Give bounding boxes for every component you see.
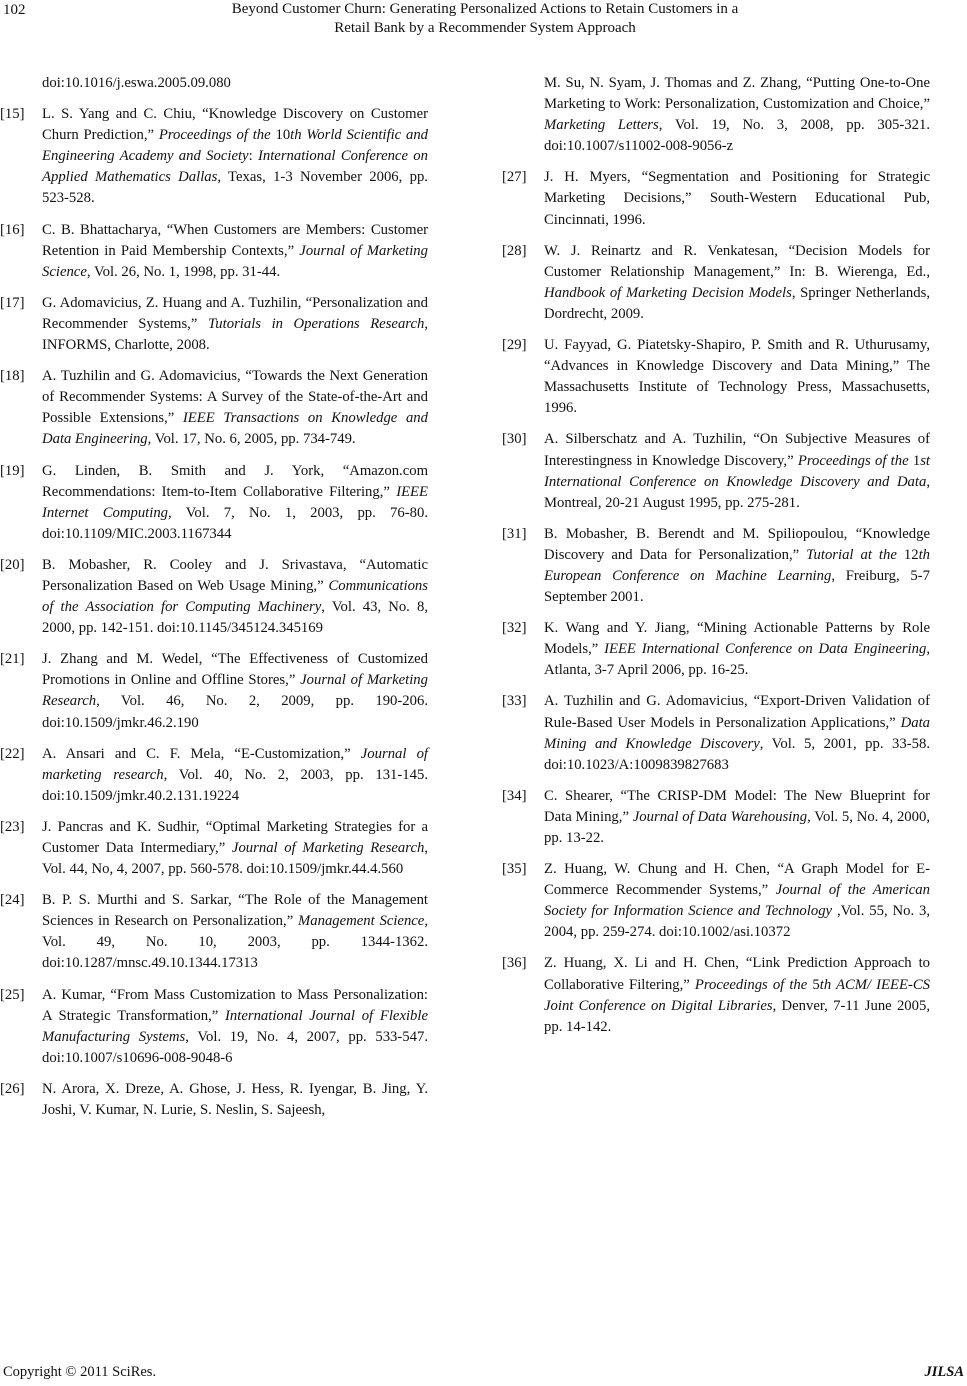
reference-entry (0, 220, 428, 283)
reference-text: A. Tuzhilin and G. Adomavicius, “Export-Driven Validation of Rule-Based User Models in Personalization Applications,” Data Mining and Knowledge Discovery, Vol. 5, 2001, pp. 33-58. doi:10.1023/A:1009839827683 (544, 693, 930, 773)
reference-number: [28] (502, 242, 527, 259)
reference-text: A. Ansari and C. F. Mela, “E-Customization,” Journal of marketing research, Vol. 40, No. 2, 2003, pp. 131-145. doi:10.1509/jmkr.40.2.131.19224 (42, 745, 428, 804)
reference-text: G. Adomavicius, Z. Huang and A. Tuzhilin, “Personalization and Recommender Systems,” Tutorials in Operations Research, INFORMS, Charlotte, 2008. (42, 294, 428, 354)
references-left-column (0, 73, 428, 1131)
reference-number (0, 73, 42, 94)
reference-entry (502, 786, 930, 849)
reference-number: [25] (0, 986, 25, 1003)
reference-text: J. Zhang and M. Wedel, “The Effectiveness of Customized Promotions in Online and Offline Stores,” Journal of Marketing Research, Vol. 46, No. 2, 2009, pp. 190-206. doi:10.1509/jmkr.46.2.190 (42, 651, 428, 731)
reference-number: [15] (0, 106, 25, 123)
reference-text: J. H. Myers, “Segmentation and Positioning for Strategic Marketing Decisions,” South-Western Educational Pub, Cincinnati, 1996. (544, 169, 930, 228)
reference-entry (502, 241, 930, 325)
reference-text: A. Kumar, “From Mass Customization to Mass Personalization: A Strategic Transformation,” International Journal of Flexible Manufacturing Systems, Vol. 19, No. 4, 2007, pp. 533-547. doi:10.1007/s10696-008-9048-6 (42, 986, 428, 1066)
reference-number: [35] (502, 861, 527, 878)
reference-number: [21] (0, 651, 25, 668)
reference-number: [22] (0, 745, 25, 762)
running-header (160, 0, 810, 38)
reference-text: doi:10.1016/j.eswa.2005.09.080 (42, 75, 231, 91)
reference-entry (502, 335, 930, 419)
reference-text: U. Fayyad, G. Piatetsky-Shapiro, P. Smith and R. Uthurusamy, “Advances in Knowledge Discovery and Data Mining,” The Massachusetts Institute of Technology Press, Massachusetts, 1996. (544, 337, 930, 417)
reference-number: [30] (502, 431, 527, 448)
reference-text: A. Tuzhilin and G. Adomavicius, “Towards the Next Generation of Recommender Systems: A Survey of the State-of-the-Art and Possible Extensions,” IEEE Transactions on Knowledge and Data Engineering, Vol. 17, No. 6, 2005, pp. 734-749. (42, 368, 428, 448)
reference-number: [31] (502, 525, 527, 542)
reference-entry (0, 555, 428, 639)
reference-number: [36] (502, 955, 527, 972)
reference-text: C. Shearer, “The CRISP-DM Model: The New Blueprint for Data Mining,” Journal of Data Warehousing, Vol. 5, No. 4, 2000, pp. 13-22. (544, 787, 930, 846)
reference-text: J. Pancras and K. Sudhir, “Optimal Marketing Strategies for a Customer Data Intermediary,” Journal of Marketing Research, Vol. 44, No, 4, 2007, pp. 560-578. doi:10.1509/jmkr.44.4.560 (42, 818, 428, 878)
reference-number: [27] (502, 169, 527, 186)
reference-number (502, 73, 544, 157)
reference-text: Z. Huang, W. Chung and H. Chen, “A Graph Model for E-Commerce Recommender Systems,” Journal of the American Society for Information Science and Technology ,Vol. 55, No. 3, 2004, pp. 259-274. doi:10.1002/asi.10372 (544, 861, 930, 941)
reference-text: B. Mobasher, R. Cooley and J. Srivastava, “Automatic Personalization Based on Web Usage Mining,” Communications of the Association for Computing Machinery, Vol. 43, No. 8, 2000, pp. 142-151. doi:10.1145/345124.345169 (42, 556, 428, 637)
reference-entry (502, 524, 930, 608)
reference-text: W. J. Reinartz and R. Venkatesan, “Decision Models for Customer Relationship Management,” In: B. Wierenga, Ed., Handbook of Marketing Decision Models, Springer Netherlands, Dordrecht, 2009. (544, 242, 931, 322)
reference-text: L. S. Yang and C. Chiu, “Knowledge Discovery on Customer Churn Prediction,” Proceedings of the 10th World Scientific and Engineering Academy and Society: International Conference on Applied Mathematics Dallas, Texas, 1-3 November 2006, pp. 523-528. (42, 106, 429, 207)
reference-text: A. Silberschatz and A. Tuzhilin, “On Subjective Measures of Interestingness in Knowledge Discovery,” Proceedings of the 1st International Conference on Knowledge Discovery and Data, Montreal, 20-21 August 1995, pp. 275-281. (544, 431, 931, 511)
reference-entry (502, 167, 930, 230)
reference-text: K. Wang and Y. Jiang, “Mining Actionable Patterns by Role Models,” IEEE International Conference on Data Engineering, Atlanta, 3-7 April 2006, pp. 16-25. (544, 620, 930, 679)
reference-number: [23] (0, 818, 25, 835)
reference-entry (0, 73, 428, 94)
reference-entry (0, 1079, 428, 1121)
journal-abbreviation: JILSA (924, 1364, 964, 1380)
reference-number: [16] (0, 221, 25, 238)
reference-number: [24] (0, 892, 25, 909)
reference-number: [18] (0, 368, 25, 385)
reference-text: C. B. Bhattacharya, “When Customers are Members: Customer Retention in Paid Membership Contexts,” Journal of Marketing Science, Vol. 26, No. 1, 1998, pp. 31-44. (42, 221, 428, 280)
reference-text: N. Arora, X. Dreze, A. Ghose, J. Hess, R. Iyengar, B. Jing, Y. Joshi, V. Kumar, N. Lurie, S. Neslin, S. Sajeesh, (42, 1080, 428, 1119)
reference-number: [19] (0, 462, 25, 479)
reference-entry (0, 985, 428, 1069)
reference-entry (0, 649, 428, 733)
reference-text: B. Mobasher, B. Berendt and M. Spiliopoulou, “Knowledge Discovery and Data for Personalization,” Tutorial at the 12th European Conference on Machine Learning, Freiburg, 5-7 September 2001. (544, 525, 930, 606)
reference-text: B. P. S. Murthi and S. Sarkar, “The Role of the Management Sciences in Research on Personalization,” Management Science, Vol. 49, No. 10, 2003, pp. 1344-1362. doi:10.1287/mnsc.49.10.1344.17313 (42, 892, 428, 972)
running-header-line-1: Beyond Customer Churn: Generating Personalized Actions to Retain Customers in a (231, 1, 739, 17)
reference-entry (502, 859, 930, 943)
reference-number: [34] (502, 787, 527, 804)
reference-entry (0, 461, 428, 545)
reference-number: [17] (0, 294, 25, 311)
reference-entry (0, 104, 428, 209)
reference-entry (502, 429, 930, 513)
reference-entry (0, 744, 428, 807)
reference-number: [20] (0, 556, 25, 573)
reference-number: [29] (502, 337, 527, 354)
reference-number: [26] (0, 1080, 25, 1097)
reference-entry (502, 953, 930, 1037)
references-right-column (502, 73, 930, 1048)
reference-entry (0, 890, 428, 974)
reference-entry (0, 293, 428, 356)
reference-number: [32] (502, 620, 527, 637)
reference-text: M. Su, N. Syam, J. Thomas and Z. Zhang, “Putting One-to-One Marketing to Work: Personalization, Customization and Choice,” Marketing Letters, Vol. 19, No. 3, 2008, pp. 305-321. doi:10.1007/s11002-008-9056-z (544, 75, 930, 155)
reference-entry (0, 366, 428, 450)
copyright-notice: Copyright © 2011 SciRes. (3, 1364, 157, 1380)
reference-entry (502, 73, 930, 157)
reference-entry (502, 618, 930, 681)
page-number: 102 (3, 2, 26, 18)
reference-text: G. Linden, B. Smith and J. York, “Amazon.com Recommendations: Item-to-Item Collaborative Filtering,” IEEE Internet Computing, Vol. 7, No. 1, 2003, pp. 76-80. doi:10.1109/MIC.2003.1167344 (42, 462, 428, 542)
page-footer (0, 1364, 967, 1384)
running-header-line-2: Retail Bank by a Recommender System Approach (334, 20, 636, 36)
reference-entry (0, 817, 428, 880)
reference-text: Z. Huang, X. Li and H. Chen, “Link Prediction Approach to Collaborative Filtering,” Proceedings of the 5th ACM/ IEEE-CS Joint Conference on Digital Libraries, Denver, 7-11 June 2005, pp. 14-142. (544, 955, 930, 1035)
reference-number: [33] (502, 693, 527, 710)
reference-entry (502, 691, 930, 775)
